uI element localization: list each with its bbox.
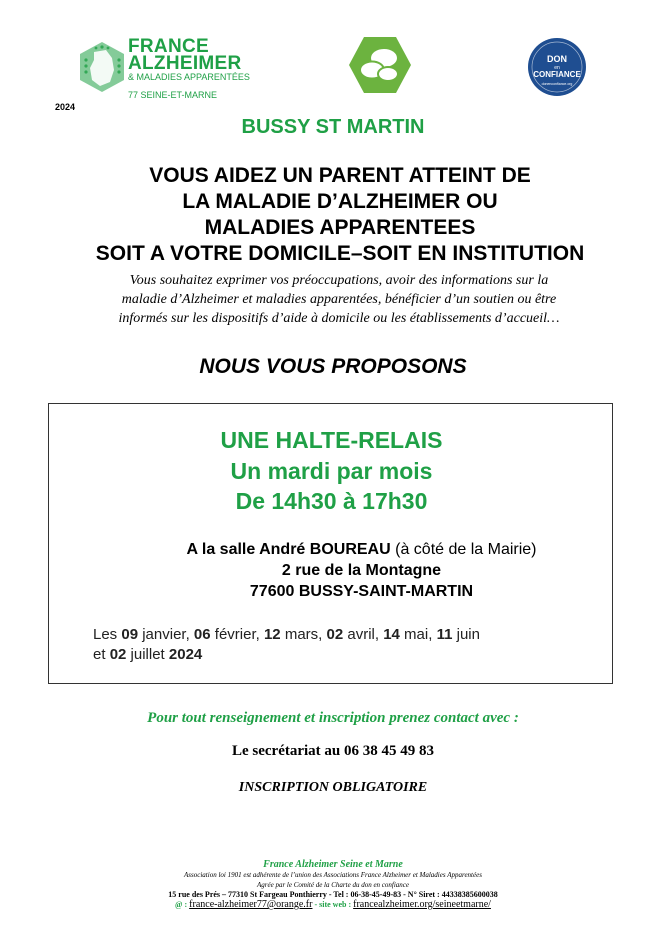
halte-hours: De 14h30 à 17h30: [235, 488, 428, 514]
venue-address: [49, 539, 666, 602]
headline-line-2: LA MALADIE D’ALZHEIMER OU: [182, 190, 498, 213]
don-logo-en: en: [554, 65, 560, 71]
speech-bubbles-logo-icon: [348, 36, 412, 94]
don-en-confiance-logo-icon: [527, 37, 587, 97]
logo-text-france: FRANCE: [128, 36, 209, 57]
venue-line: [49, 539, 666, 560]
date-month: juillet: [126, 646, 169, 663]
date-day: 06: [193, 626, 211, 643]
date-month: juin: [452, 626, 480, 643]
date-day: 09: [121, 626, 139, 643]
footer-charter: Agrée par le Comité de la Charte du don en confiance: [256, 881, 410, 889]
dates-prefix: Les: [93, 626, 122, 643]
date-day: 12: [263, 626, 281, 643]
headline-line-4: SOIT A VOTRE DOMICILE–SOIT EN INSTITUTION: [95, 242, 585, 265]
town-title: BUSSY ST MARTIN: [241, 116, 425, 138]
dates-conjunction: et: [93, 646, 110, 663]
don-logo-confiance: CONFIANCE: [533, 70, 581, 79]
email-label: @ :: [175, 900, 190, 909]
email-link[interactable]: france-alzheimer77@orange.fr: [189, 899, 313, 910]
intro-line-2: maladie d’Alzheimer et maladies apparentées, bénéficier d’un soutien ou être: [121, 292, 557, 307]
halte-relais-box: [48, 403, 613, 684]
venue-street: 2 rue de la Montagne: [281, 562, 442, 579]
don-logo-text: DON: [547, 54, 567, 64]
headline-line-3: MALADIES APPARENTEES: [204, 216, 476, 239]
headline: [30, 163, 650, 267]
date-month: mars,: [280, 626, 327, 643]
year-label: 2024: [55, 102, 76, 112]
date-year: 2024: [168, 646, 203, 663]
halte-title: UNE HALTE-RELAIS: [220, 427, 443, 453]
intro-paragraph: [60, 271, 618, 328]
date-day: 14: [383, 626, 400, 643]
footer-contact-line: [0, 900, 666, 910]
halte-frequency: Un mardi par mois: [230, 458, 433, 484]
date-day: 02: [326, 626, 344, 643]
intro-line-1: Vous souhaitez exprimer vos préoccupations, avoir des informations sur la: [129, 273, 549, 288]
don-logo-url: donenconfiance.org: [541, 82, 573, 86]
session-dates: [93, 625, 573, 665]
date-month: février,: [210, 626, 264, 643]
web-label: - site web :: [312, 900, 354, 909]
website-link[interactable]: francealzheimer.org/seineetmarne/: [353, 899, 491, 910]
venue-city: 77600 BUSSY-SAINT-MARTIN: [249, 583, 474, 600]
footer-address: 15 rue des Prés – 77310 St Fargeau Ponthierry - Tel : 06-38-45-49-83 - N° Siret : 44338385600038: [168, 890, 498, 899]
date-day: 11: [436, 626, 453, 643]
logo-text-maladies: & MALADIES APPARENTÉES: [128, 72, 250, 82]
date-month: mai,: [399, 626, 437, 643]
propose-heading: NOUS VOUS PROPOSONS: [199, 355, 467, 378]
secretariat-phone: Le secrétariat au 06 38 45 49 83: [231, 743, 435, 759]
registration-required: INSCRIPTION OBLIGATOIRE: [238, 780, 428, 795]
venue-note: (à côté de la Mairie): [390, 541, 537, 558]
dates-line-1: [93, 625, 573, 645]
hexagon-map-icon: [76, 40, 128, 94]
logo-text-department: 77 SEINE-ET-MARNE: [128, 90, 218, 100]
footer-association: Association loi 1901 est adhérente de l’union des Associations France Alzheimer et Maladies Apparentées: [184, 871, 482, 879]
date-month: avril,: [343, 626, 384, 643]
footer-org: France Alzheimer Seine et Marne: [263, 859, 403, 870]
footer: [0, 860, 666, 910]
intro-line-3: informés sur les dispositifs d’aide à domicile ou les établissements d’accueil…: [118, 311, 560, 326]
date-month: janvier,: [138, 626, 194, 643]
date-day: 02: [109, 646, 127, 663]
dates-line-2: [93, 645, 573, 665]
venue-name: A la salle André BOUREAU: [186, 541, 391, 558]
contact-prompt: Pour tout renseignement et inscription prenez contact avec :: [147, 710, 519, 726]
headline-line-1: VOUS AIDEZ UN PARENT ATTEINT DE: [149, 164, 531, 187]
france-alzheimer-logo: [76, 38, 251, 100]
logo-text-alzheimer: ALZHEIMER: [128, 53, 242, 74]
